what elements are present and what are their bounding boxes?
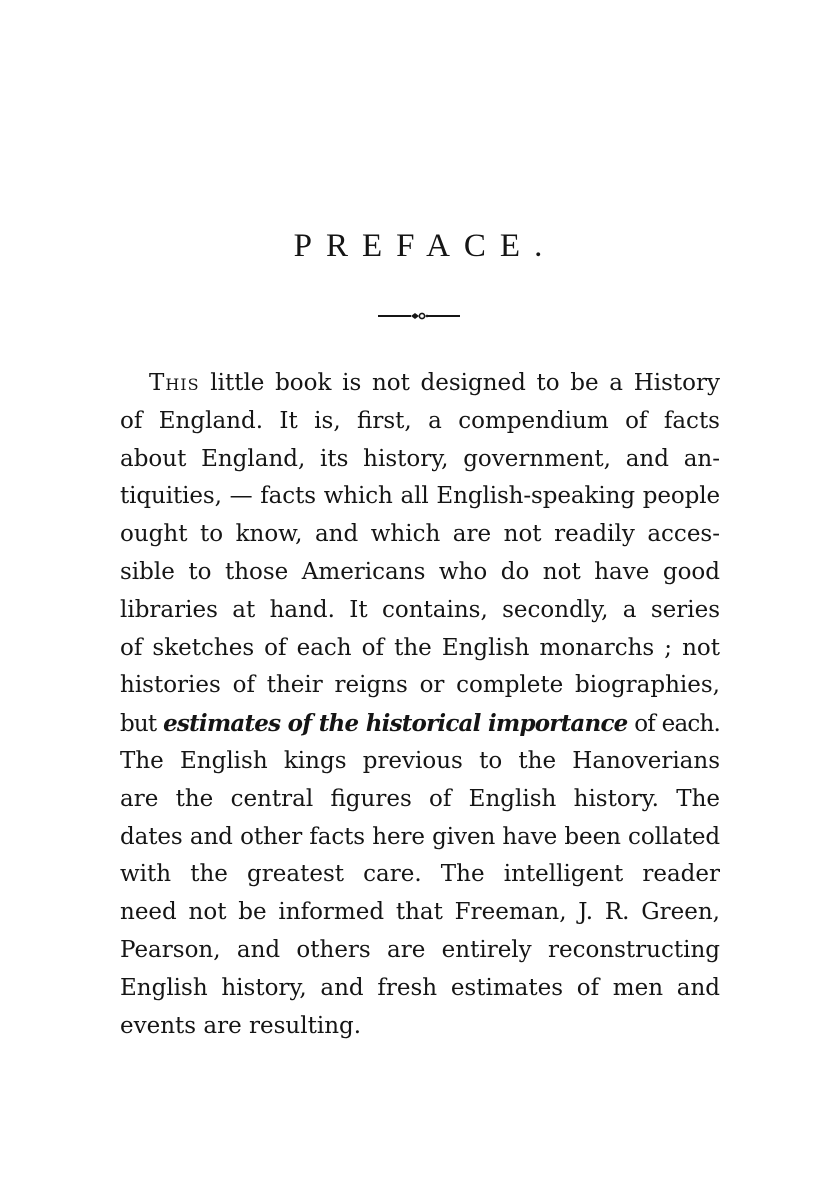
paragraph-line: The English kings previous to the Hanoverians xyxy=(120,747,720,774)
paragraph-line: about England, its history, government, and an- xyxy=(120,445,720,472)
paragraph-line: events are resulting. xyxy=(120,1012,362,1039)
paragraph-line: of sketches of each of the English monarchs ; not xyxy=(120,634,720,661)
paragraph-line: with the greatest care. The intelligent reader xyxy=(120,861,720,888)
lead-word: This xyxy=(149,370,200,396)
paragraph-line: libraries at hand. It contains, secondly, a series xyxy=(120,596,720,623)
paragraph-line: need not be informed that Freeman, J. R. Green, xyxy=(120,899,720,926)
preface-paragraph xyxy=(120,365,720,1045)
paragraph-line: English history, and fresh estimates of men and xyxy=(120,974,720,1001)
paragraph-line: dates and other facts here given have been collated xyxy=(120,823,720,850)
paragraph-line: histories of their reigns or complete biographies, xyxy=(120,672,720,699)
italic-phrase: estimates of the historical importance xyxy=(163,710,628,738)
paragraph-line: are the central figures of English history. The xyxy=(120,785,720,812)
paragraph-line: Pearson, and others are entirely reconstructing xyxy=(120,936,720,963)
ornament-divider xyxy=(378,308,460,324)
paragraph-line: but estimates of the historical importance of each. xyxy=(120,710,721,738)
paragraph-line: sible to those Americans who do not have good xyxy=(120,558,720,585)
paragraph-line: ought to know, and which are not readily acces- xyxy=(120,521,720,548)
paragraph-line: This little book is not designed to be a History xyxy=(149,370,720,396)
page-title: PREFACE. xyxy=(293,228,557,264)
paragraph-line: of England. It is, first, a compendium of facts xyxy=(120,407,720,434)
paragraph-line: tiquities, — facts which all English-speaking people xyxy=(120,483,720,510)
